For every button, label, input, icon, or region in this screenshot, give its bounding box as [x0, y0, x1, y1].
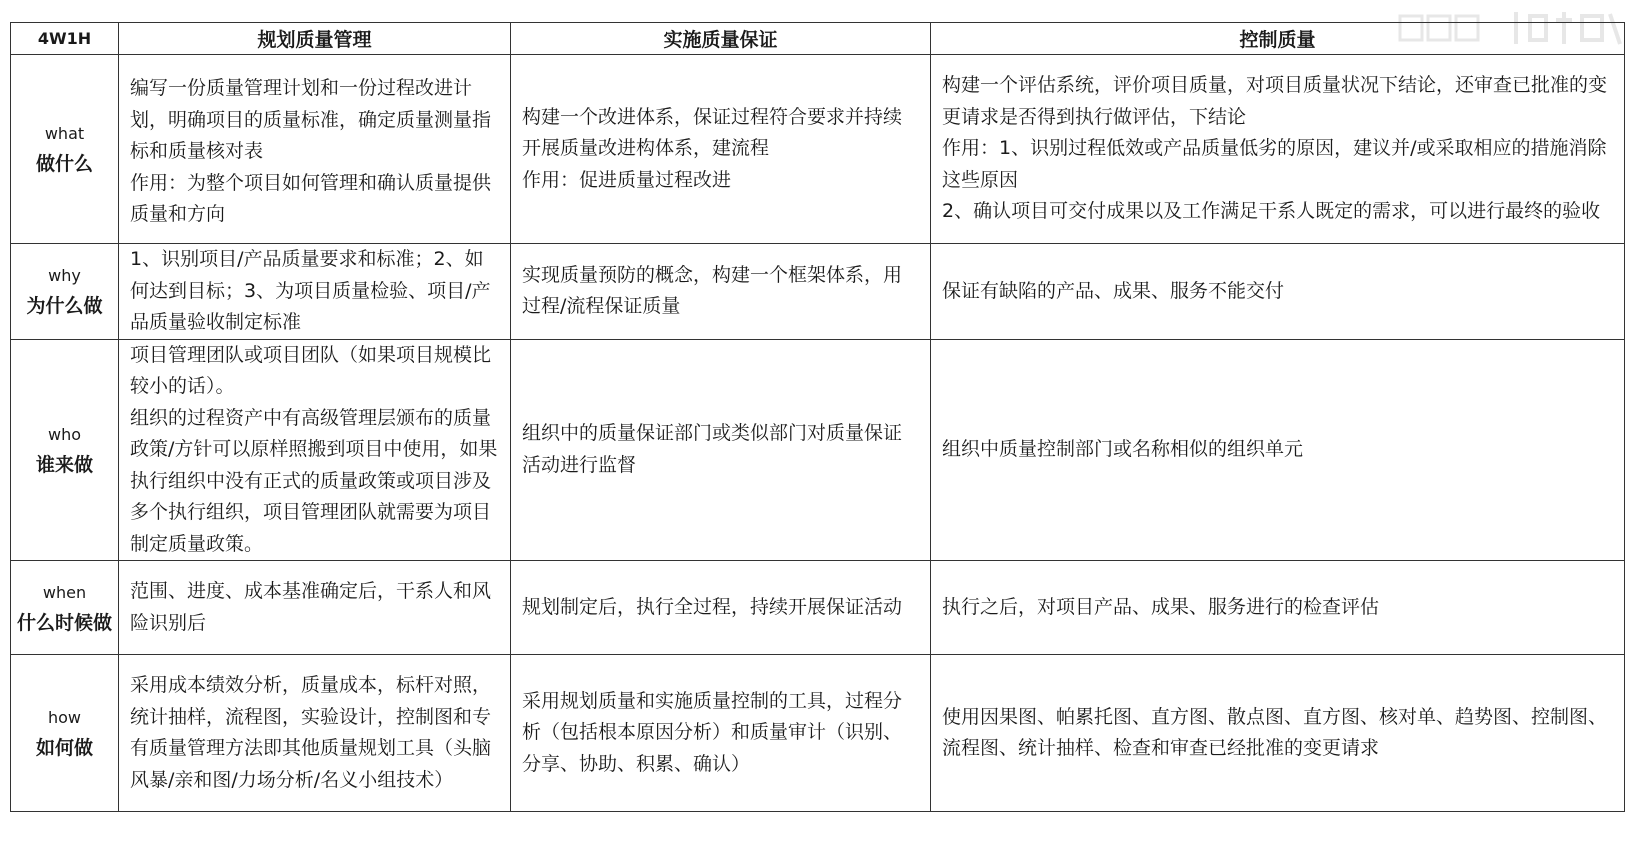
cell-plan: 编写一份质量管理计划和一份过程改进计划，明确项目的质量标准，确定质量测量指标和质量核对表 作用：为整个项目如何管理和确认质量提供质量和方向 [119, 55, 511, 244]
header-control-quality: 控制质量 [931, 23, 1625, 55]
row-head-when: when 什么时候做 [11, 561, 119, 655]
row-head-why: why 为什么做 [11, 244, 119, 340]
cell-control: 保证有缺陷的产品、成果、服务不能交付 [931, 244, 1625, 340]
header-4w1h: 4W1H [11, 23, 119, 55]
cell-assure: 组织中的质量保证部门或类似部门对质量保证活动进行监督 [511, 339, 931, 561]
table-row [11, 561, 1625, 655]
row-head-who: who 谁来做 [11, 339, 119, 561]
cell-control: 使用因果图、帕累托图、直方图、散点图、直方图、核对单、趋势图、控制图、流程图、统计抽样、检查和审查已经批准的变更请求 [931, 655, 1625, 812]
row-head-what: what 做什么 [11, 55, 119, 244]
table-row [11, 655, 1625, 812]
cell-assure: 规划制定后，执行全过程，持续开展保证活动 [511, 561, 931, 655]
table-header-row [11, 23, 1625, 55]
cell-assure: 实现质量预防的概念，构建一个框架体系，用过程/流程保证质量 [511, 244, 931, 340]
cell-plan: 范围、进度、成本基准确定后，干系人和风险识别后 [119, 561, 511, 655]
cell-control: 执行之后，对项目产品、成果、服务进行的检查评估 [931, 561, 1625, 655]
cell-assure: 构建一个改进体系，保证过程符合要求并持续开展质量改进构体系，建流程 作用：促进质量过程改进 [511, 55, 931, 244]
header-plan-quality: 规划质量管理 [119, 23, 511, 55]
cell-plan: 1、识别项目/产品质量要求和标准；2、如何达到目标；3、为项目质量检验、项目/产品质量验收制定标准 [119, 244, 511, 340]
table-row [11, 244, 1625, 340]
row-head-how: how 如何做 [11, 655, 119, 812]
header-perform-assurance: 实施质量保证 [511, 23, 931, 55]
cell-plan: 项目管理团队或项目团队（如果项目规模比较小的话）。 组织的过程资产中有高级管理层颁布的质量政策/方针可以原样照搬到项目中使用，如果执行组织中没有正式的质量政策或项目涉及多个执行组织，项目管理团队就需要为项目制定质量政策。 [119, 339, 511, 561]
4w1h-quality-table [10, 22, 1625, 812]
table-row [11, 339, 1625, 561]
cell-assure: 采用规划质量和实施质量控制的工具，过程分析（包括根本原因分析）和质量审计（识别、分享、协助、积累、确认） [511, 655, 931, 812]
cell-control: 构建一个评估系统，评价项目质量，对项目质量状况下结论，还审查已批准的变更请求是否得到执行做评估，下结论 作用：1、识别过程低效或产品质量低劣的原因，建议并/或采取相应的措施消除这些原因 2、确认项目可交付成果以及工作满足干系人既定的需求，可以进行最终的验收 [931, 55, 1625, 244]
cell-control: 组织中质量控制部门或名称相似的组织单元 [931, 339, 1625, 561]
table-row [11, 55, 1625, 244]
cell-plan: 采用成本绩效分析，质量成本，标杆对照，统计抽样，流程图，实验设计，控制图和专有质量管理方法即其他质量规划工具（头脑风暴/亲和图/力场分析/名义小组技术） [119, 655, 511, 812]
